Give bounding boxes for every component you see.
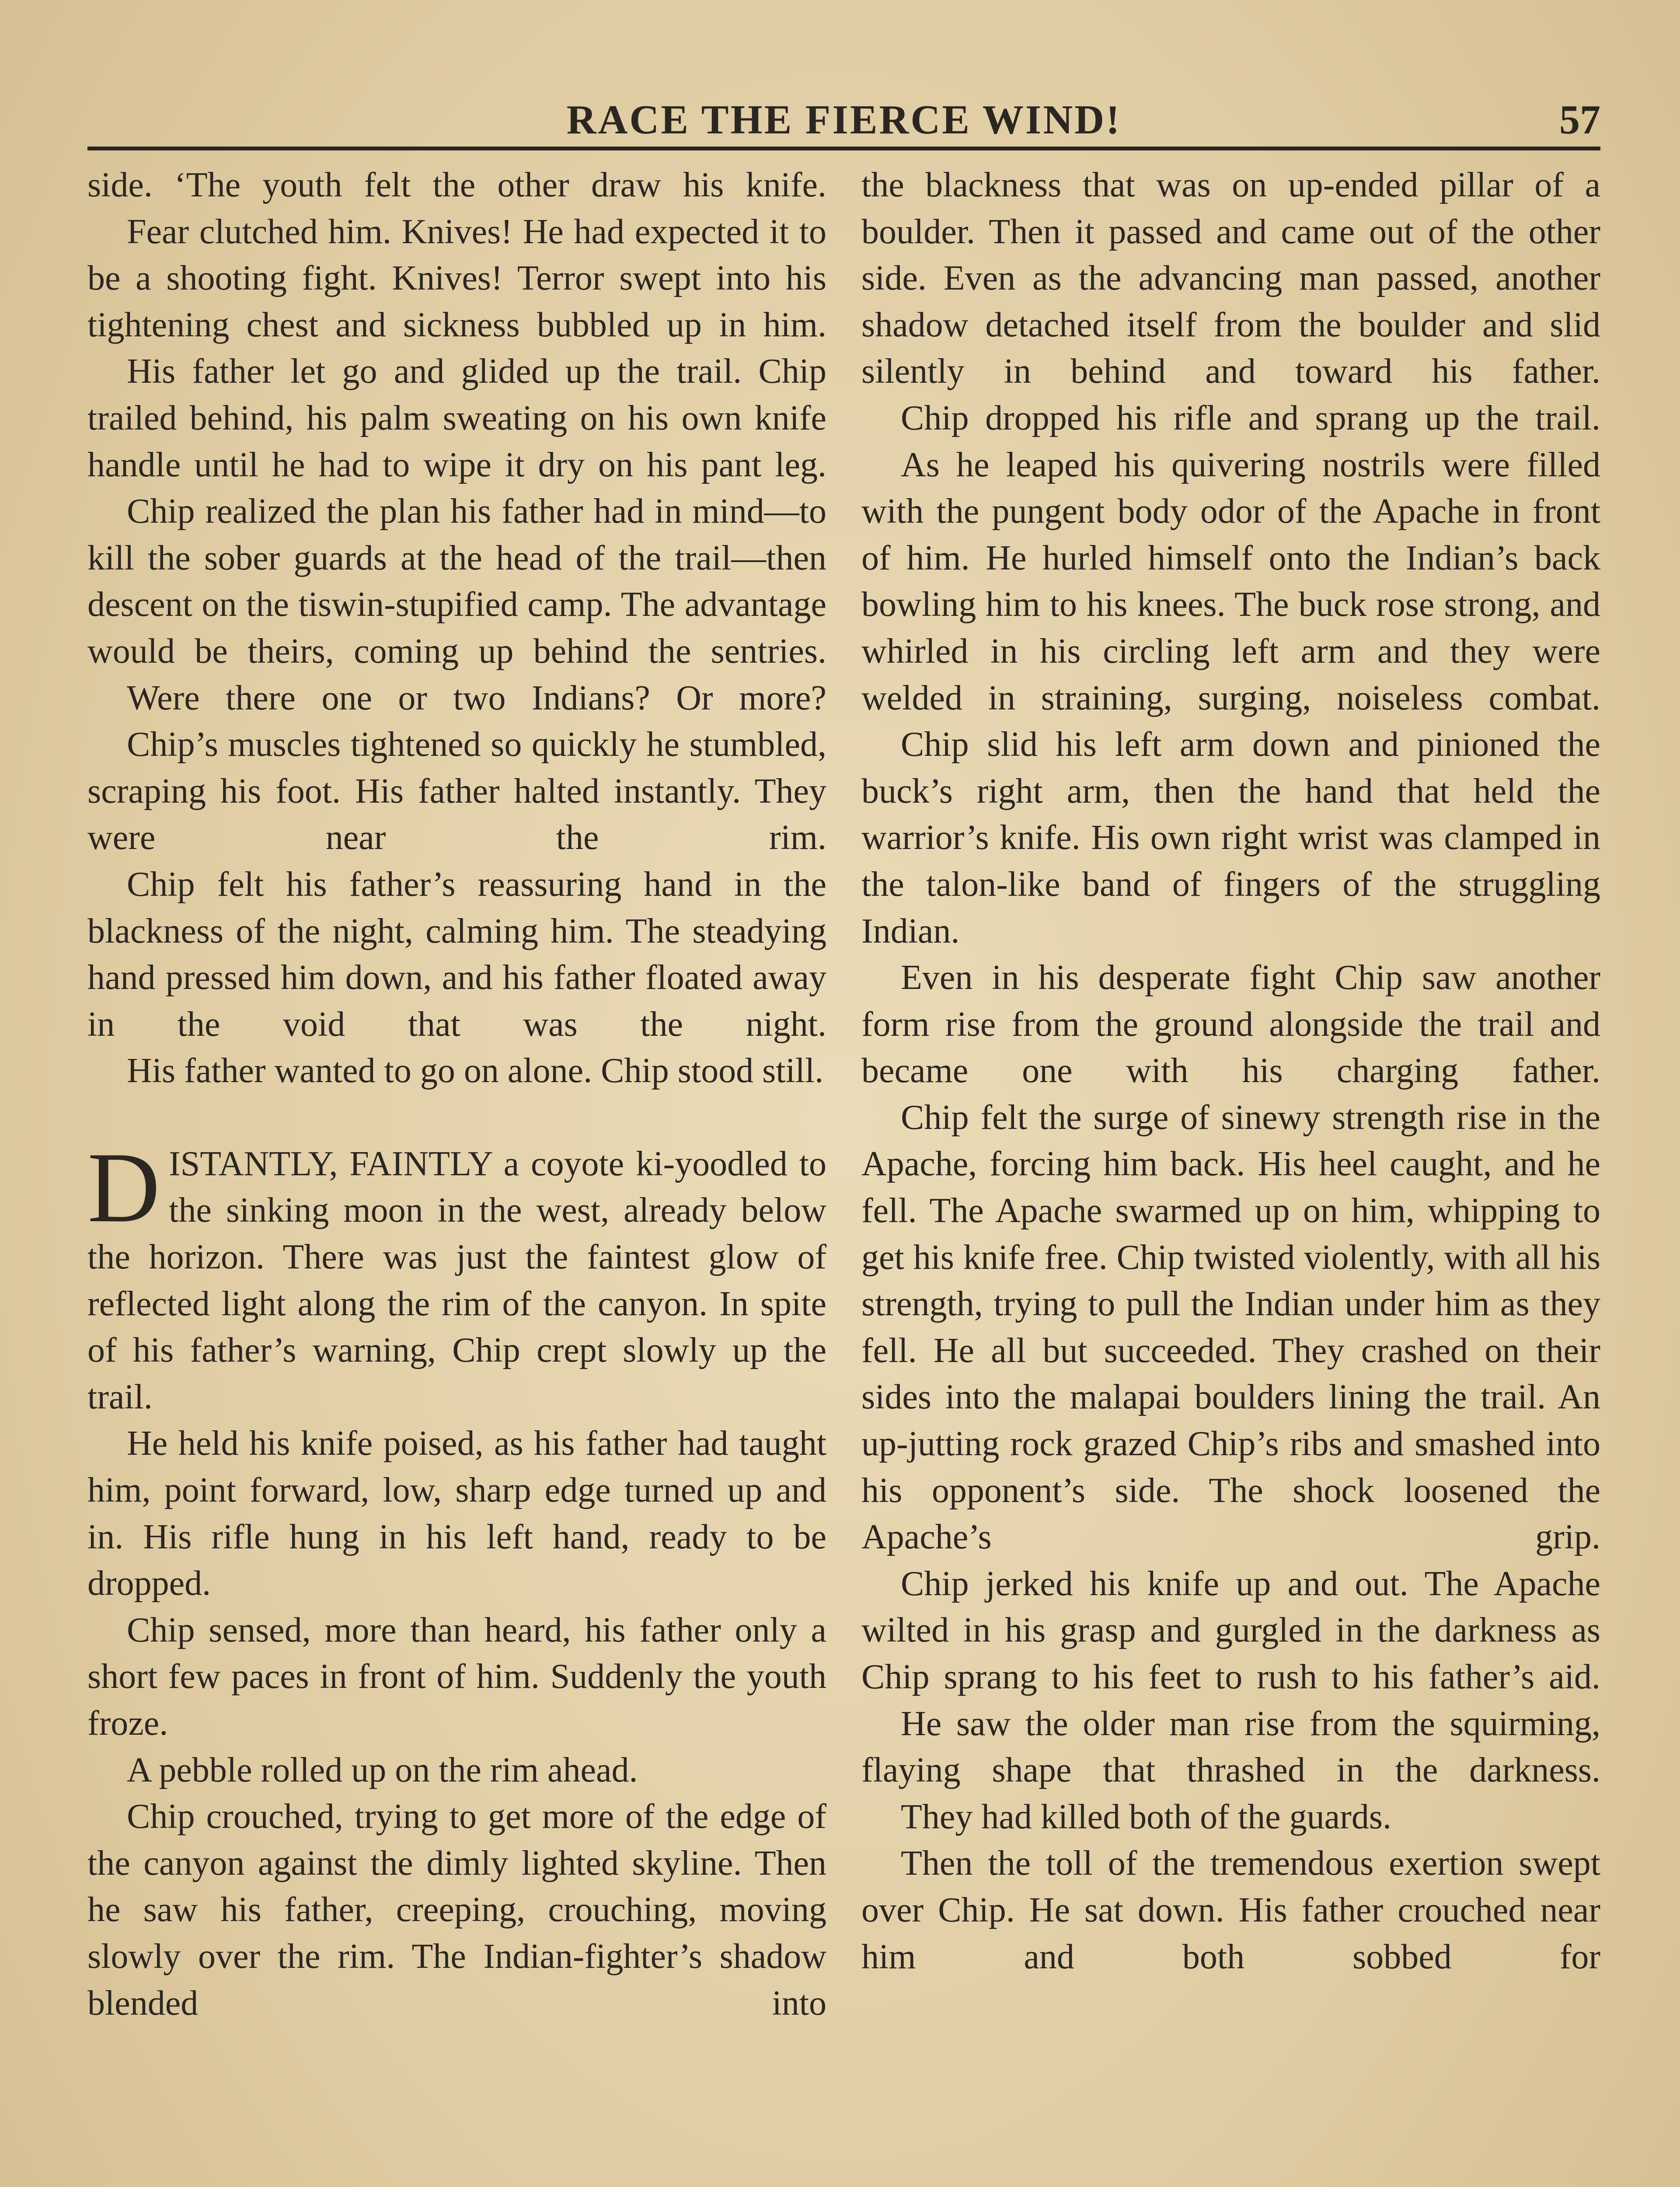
paragraph: Chip crouched, trying to get more of the edge of the canyon against the dimly lighted skyline. Then he saw his father, creeping, crouching, moving slowly over the rim. The Indian-fighter’s shadow blended into	[87, 1797, 826, 2023]
left-column	[87, 162, 826, 2187]
paragraph: Chip sensed, more than heard, his father only a short few paces in front of him. Suddenly the youth froze.	[87, 1611, 826, 1743]
paragraph: They had killed both of the guards.	[901, 1797, 1391, 1836]
paragraph: Then the toll of the tremendous exertion swept over Chip. He sat down. His father crouched near him and both sobbed for	[861, 1844, 1600, 1976]
paragraph: A pebble rolled up on the rim ahead.	[127, 1750, 638, 1789]
paragraph: Chip felt the surge of sinewy strength rise in the Apache, forcing him back. His heel caught, and he fell. The Apache swarmed up on him, whipping to get his knife free. Chip twisted violently, with all his strength, trying to pull the Indian under him as they fell. He all but succeeded. They crashed on their sides into the malapai boulders lining the trail. An up-jutting rock grazed Chip’s ribs and smashed into his opponent’s side. The shock loosened the Apache’s grip.	[861, 1098, 1600, 1557]
header-rule	[87, 147, 1600, 150]
page-header	[87, 87, 1600, 149]
paragraph: Chip dropped his rifle and sprang up the trail.	[901, 398, 1600, 437]
paragraph: His father wanted to go on alone. Chip stood still.	[127, 1052, 824, 1090]
right-column	[861, 162, 1600, 2187]
paragraph: Fear clutched him. Knives! He had expected it to be a shooting fight. Knives! Terror swept into his tightening chest and sickness bubbled up in him.	[87, 212, 826, 344]
paragraph: Chip slid his left arm down and pinioned the buck’s right arm, then the hand that held the warrior’s knife. His own right wrist was clamped in the talon-like band of fingers of the struggling Indian.	[861, 725, 1600, 950]
paragraph: Chip realized the plan his father had in mind—to kill the sober guards at the head of the trail—then descent on the tiswin-stupified camp. The advantage would be theirs, coming up behind the sentries.	[87, 492, 826, 671]
paragraph: As he leaped his quivering nostrils were filled with the pungent body odor of the Apache in front of him. He hurled himself onto the Indian’s back bowling him to his knees. The buck rose strong, and whirled in his circling left arm and they were welded in straining, surging, noiseless combat.	[861, 445, 1600, 717]
paragraph: His father let go and glided up the trail. Chip trailed behind, his palm sweating on his own knife handle until he had to wipe it dry on his pant leg.	[87, 352, 826, 484]
section-opening-text: ISTANTLY, FAINTLY a coyote ki-yoodled to the sinking moon in the west, already below the horizon. There was just the faintest glow of reflected light along the rim of the canyon. In spite of his father’s warning, Chip crept slowly up the trail.	[87, 1144, 826, 1416]
paragraph: Chip jerked his knife up and out. The Apache wilted in his grasp and gurgled in the darkness as Chip sprang to his feet to rush to his father’s aid.	[861, 1564, 1600, 1696]
paragraph: Were there one or two Indians? Or more?	[127, 678, 826, 717]
drop-cap: D	[87, 1131, 160, 1243]
paragraph: He saw the older man rise from the squirming, flaying shape that thrashed in the darkness.	[861, 1704, 1600, 1790]
paragraph: side. ‘The youth felt the other draw his knife.	[87, 166, 826, 204]
section-opening-paragraph	[87, 1131, 826, 1421]
paragraph: Chip’s muscles tightened so quickly he stumbled, scraping his foot. His father halted instantly. They were near the rim.	[87, 725, 826, 857]
running-title: RACE THE FIERCE WIND!	[566, 97, 1122, 143]
paragraph: Even in his desperate fight Chip saw another form rise from the ground alongside the trail and became one with his charging father.	[861, 958, 1600, 1090]
paragraph: the blackness that was on up-ended pillar of a boulder. Then it passed and came out of the other side. Even as the advancing man passed, another shadow detached itself from the boulder and slid silently in behind and toward his father.	[861, 166, 1600, 391]
page-number: 57	[1559, 97, 1600, 143]
paragraph: He held his knife poised, as his father had taught him, point forward, low, sharp edge turned up and in. His rifle hung in his left hand, ready to be dropped.	[87, 1424, 826, 1603]
paragraph: Chip felt his father’s reassuring hand in the blackness of the night, calming him. The steadying hand pressed him down, and his father floated away in the void that was the night.	[87, 865, 826, 1044]
